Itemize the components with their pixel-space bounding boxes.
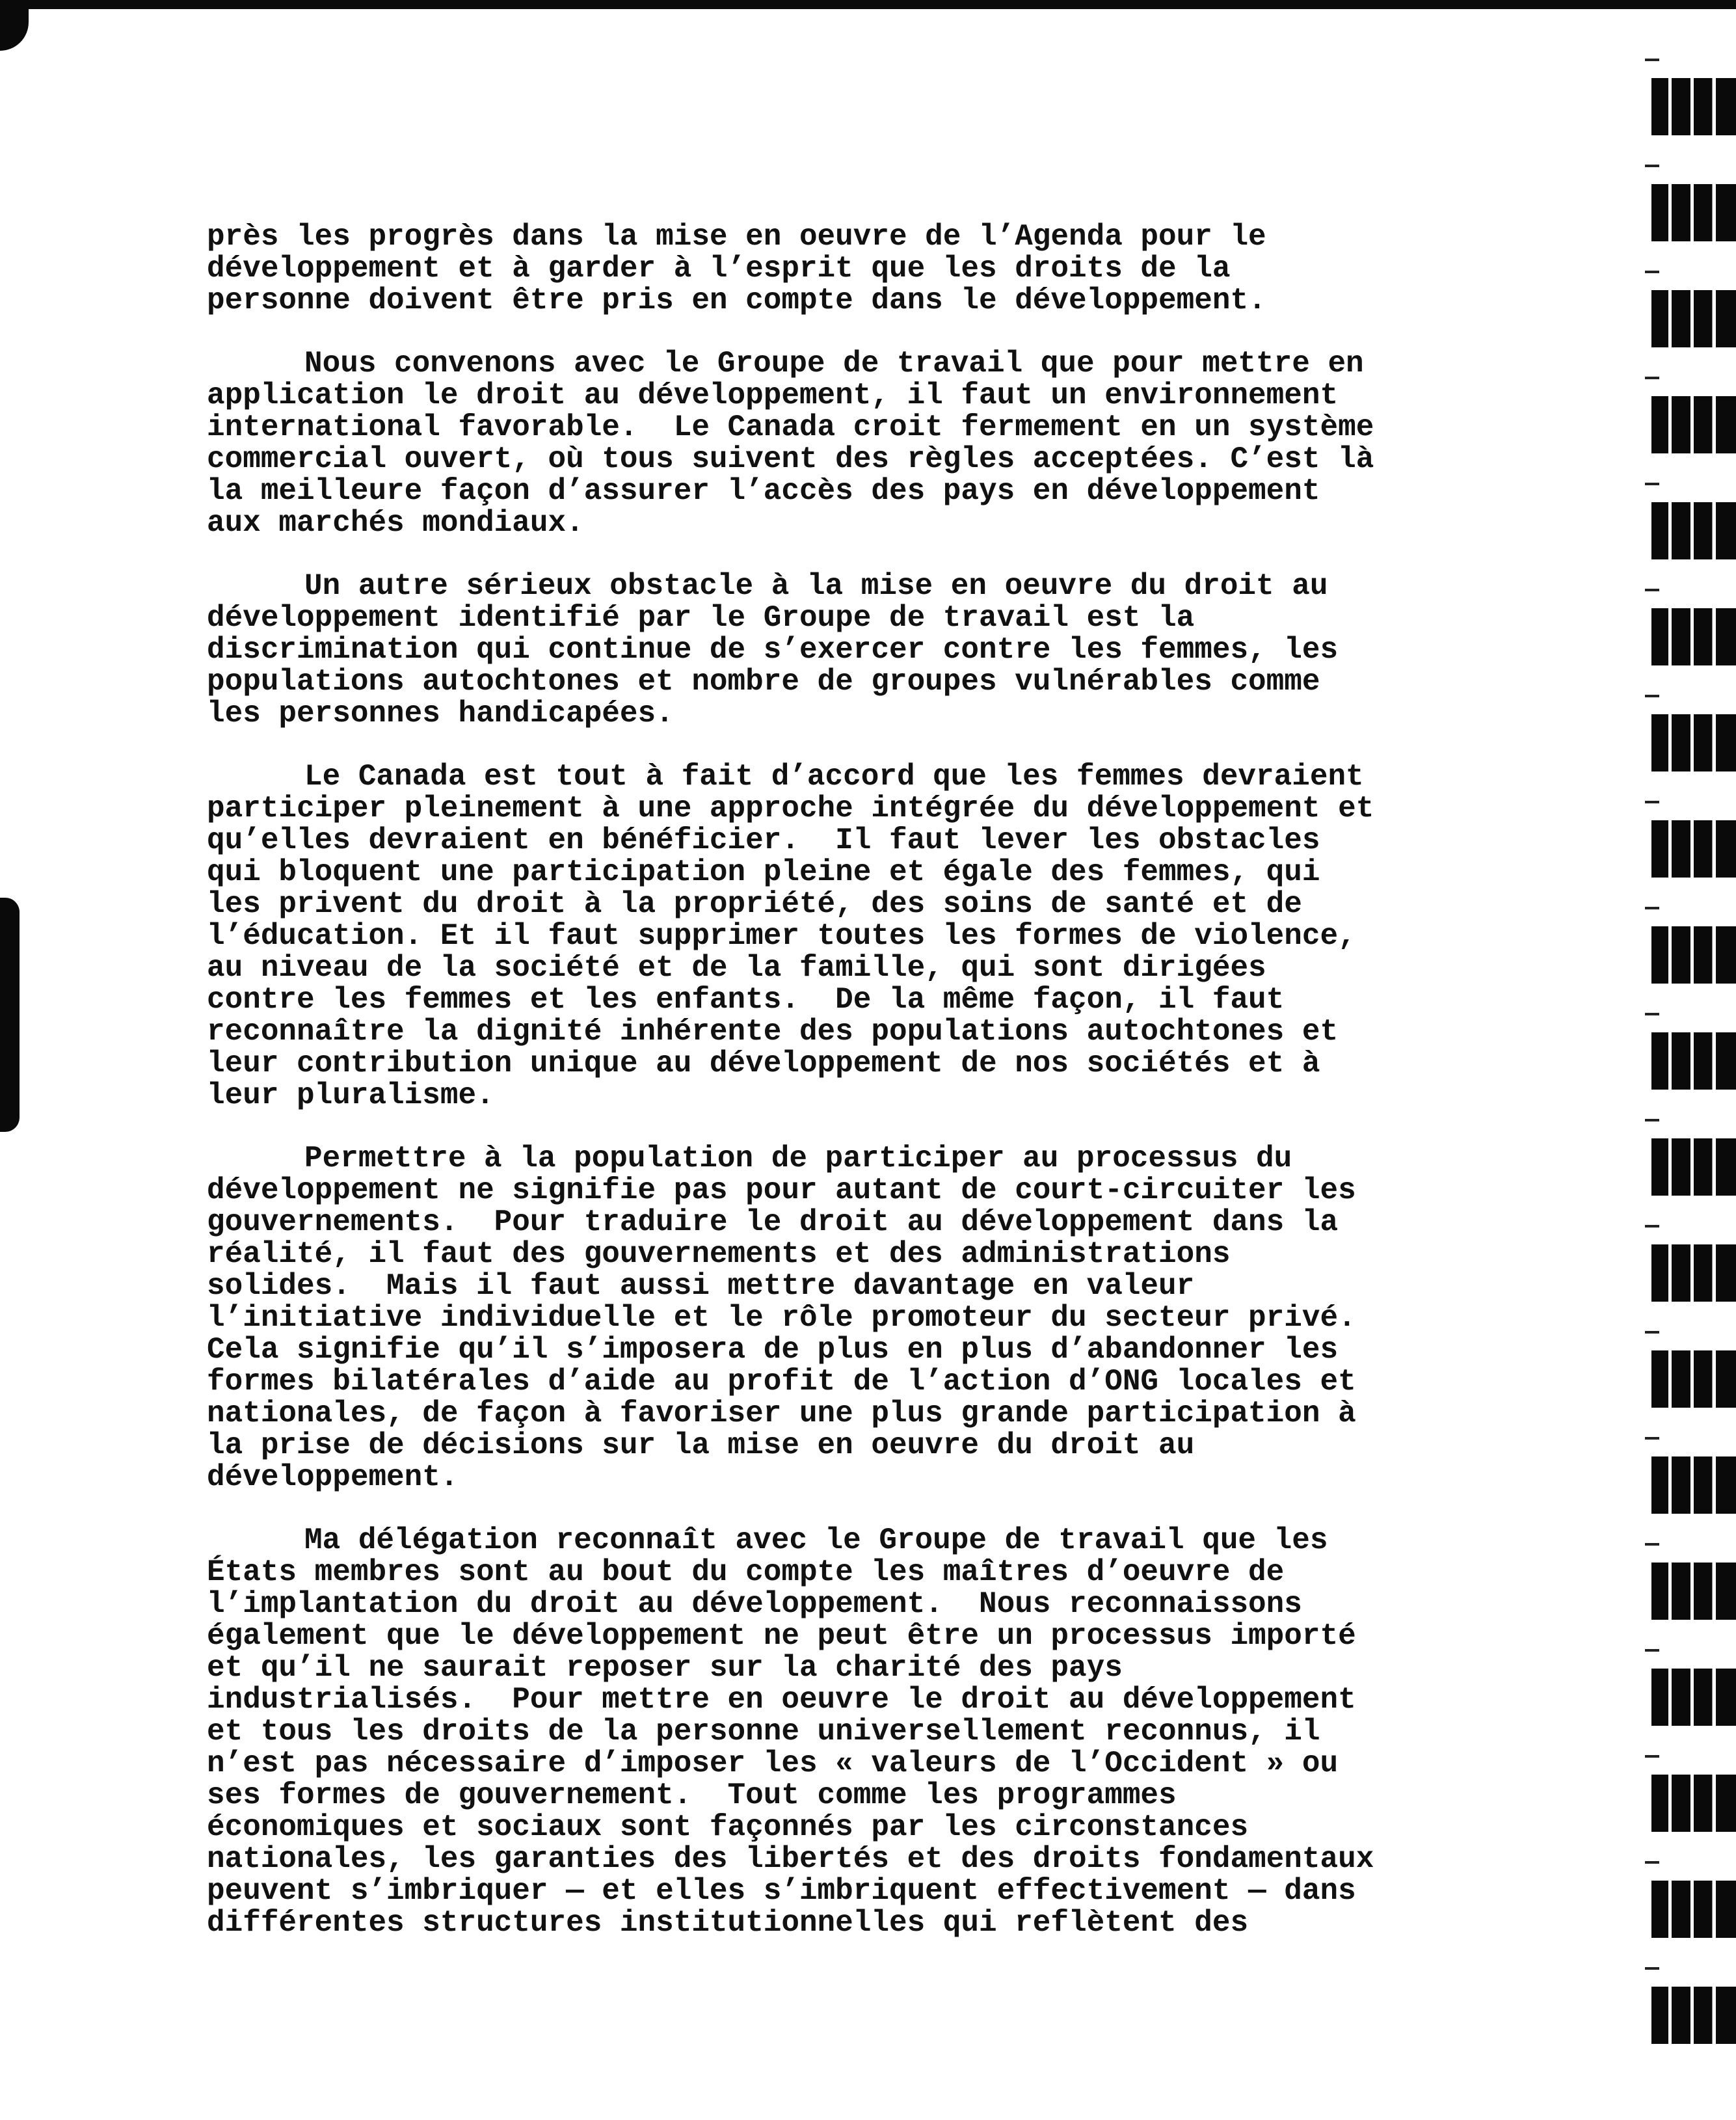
binding-ring-tick bbox=[1645, 907, 1659, 909]
paragraph-line bbox=[207, 570, 1495, 602]
line-text: commercial ouvert, où tous suivent des règles acceptées. C’est là bbox=[207, 442, 1374, 476]
line-text: application le droit au développement, il faut un environnement bbox=[207, 379, 1339, 412]
line-text: la prise de décisions sur la mise en oeuvre du droit au bbox=[207, 1429, 1195, 1462]
binding-ring bbox=[1651, 1669, 1736, 1726]
line-text: participer pleinement à une approche intégrée du développement et bbox=[207, 792, 1374, 825]
paragraph-line bbox=[207, 602, 1495, 634]
spiral-binding bbox=[1645, 0, 1736, 2120]
paragraph-line bbox=[207, 825, 1495, 857]
line-text: industrialisés. Pour mettre en oeuvre le droit au développement bbox=[207, 1683, 1356, 1717]
paragraph-line bbox=[207, 285, 1495, 317]
line-text: économiques et sociaux sont façonnés par les circonstances bbox=[207, 1810, 1249, 1844]
binding-ring-tick bbox=[1645, 483, 1659, 485]
line-text: aux marchés mondiaux. bbox=[207, 506, 584, 540]
line-text: leur pluralisme. bbox=[207, 1079, 494, 1112]
binding-ring-tick bbox=[1645, 589, 1659, 591]
paragraph-line bbox=[207, 793, 1495, 825]
paragraph-line bbox=[207, 1334, 1495, 1366]
binding-ring-tick bbox=[1645, 271, 1659, 273]
paragraph-4 bbox=[207, 761, 1495, 1112]
binding-ring bbox=[1651, 396, 1736, 453]
paragraph-line bbox=[207, 1239, 1495, 1270]
binding-ring-tick bbox=[1645, 1755, 1659, 1758]
paragraph-line bbox=[207, 1366, 1495, 1398]
binding-ring-tick bbox=[1645, 695, 1659, 697]
line-text: Le Canada est tout à fait d’accord que les femmes devraient bbox=[304, 760, 1364, 794]
line-text: reconnaître la dignité inhérente des populations autochtones et bbox=[207, 1015, 1339, 1049]
binding-ring bbox=[1651, 78, 1736, 135]
line-text: qui bloquent une participation pleine et égale des femmes, qui bbox=[207, 855, 1320, 889]
binding-ring bbox=[1651, 1032, 1736, 1090]
paragraph-line bbox=[207, 1016, 1495, 1048]
line-text: États membres sont au bout du compte les maîtres d’oeuvre de bbox=[207, 1555, 1285, 1589]
paragraph-2 bbox=[207, 348, 1495, 539]
paragraph-line bbox=[207, 1907, 1495, 1939]
paragraph-line bbox=[207, 1080, 1495, 1112]
paragraph-line bbox=[207, 1589, 1495, 1620]
binding-ring bbox=[1651, 1881, 1736, 1938]
line-text: développement ne signifie pas pour autant de court-circuiter les bbox=[207, 1174, 1356, 1207]
line-text: international favorable. Le Canada croit fermement en un système bbox=[207, 410, 1374, 444]
paragraph-line bbox=[207, 1716, 1495, 1748]
line-text: la meilleure façon d’assurer l’accès des pays en développement bbox=[207, 474, 1320, 508]
line-text: Nous convenons avec le Groupe de travail que pour mettre en bbox=[304, 347, 1364, 381]
binding-ring-tick bbox=[1645, 1331, 1659, 1334]
binding-ring-tick bbox=[1645, 1861, 1659, 1864]
binding-ring-tick bbox=[1645, 1119, 1659, 1121]
binding-ring-tick bbox=[1645, 801, 1659, 803]
line-text: également que le développement ne peut être un processus importé bbox=[207, 1619, 1356, 1653]
paragraph-line bbox=[207, 1780, 1495, 1812]
line-text: les personnes handicapées. bbox=[207, 697, 674, 731]
paragraph-line bbox=[207, 221, 1495, 253]
paragraph-1 bbox=[207, 221, 1495, 317]
binding-ring-tick bbox=[1645, 1013, 1659, 1015]
paragraph-line bbox=[207, 507, 1495, 539]
line-text: différentes structures institutionnelles qui reflètent des bbox=[207, 1906, 1249, 1940]
paragraph-line bbox=[207, 889, 1495, 920]
paragraph-line bbox=[207, 1844, 1495, 1875]
line-text: développement et à garder à l’esprit que les droits de la bbox=[207, 252, 1231, 286]
binding-ring bbox=[1651, 1456, 1736, 1514]
binding-ring bbox=[1651, 290, 1736, 347]
line-text: développement. bbox=[207, 1460, 459, 1494]
binding-ring bbox=[1651, 1987, 1736, 2044]
paragraph-line bbox=[207, 698, 1495, 730]
scan-punch-tab bbox=[0, 898, 20, 1132]
binding-ring bbox=[1651, 1244, 1736, 1302]
line-text: l’initiative individuelle et le rôle promoteur du secteur privé. bbox=[207, 1301, 1356, 1335]
binding-ring-tick bbox=[1645, 1543, 1659, 1546]
line-text: personne doivent être pris en compte dans le développement. bbox=[207, 284, 1266, 317]
paragraph-line bbox=[207, 380, 1495, 412]
binding-ring-tick bbox=[1645, 1967, 1659, 1970]
line-text: réalité, il faut des gouvernements et des administrations bbox=[207, 1237, 1231, 1271]
paragraph-line bbox=[207, 1143, 1495, 1175]
binding-ring bbox=[1651, 502, 1736, 559]
paragraph-line bbox=[207, 952, 1495, 984]
paragraph-line bbox=[207, 761, 1495, 793]
paragraph-line bbox=[207, 984, 1495, 1016]
line-text: les privent du droit à la propriété, des soins de santé et de bbox=[207, 887, 1302, 921]
binding-ring bbox=[1651, 1350, 1736, 1408]
line-text: au niveau de la société et de la famille, qui sont dirigées bbox=[207, 951, 1266, 985]
line-text: formes bilatérales d’aide au profit de l’action d’ONG locales et bbox=[207, 1365, 1356, 1399]
paragraph-line bbox=[207, 920, 1495, 952]
line-text: peuvent s’imbriquer — et elles s’imbriquent effectivement — dans bbox=[207, 1874, 1356, 1908]
paragraph-line bbox=[207, 1175, 1495, 1207]
line-text: Cela signifie qu’il s’imposera de plus en plus d’abandonner les bbox=[207, 1333, 1339, 1367]
binding-ring bbox=[1651, 820, 1736, 878]
paragraph-line bbox=[207, 1048, 1495, 1080]
line-text: ses formes de gouvernement. Tout comme les programmes bbox=[207, 1778, 1177, 1812]
paragraph-line bbox=[207, 1748, 1495, 1780]
line-text: et tous les droits de la personne universellement reconnus, il bbox=[207, 1715, 1320, 1749]
paragraph-line bbox=[207, 1525, 1495, 1557]
paragraph-6 bbox=[207, 1525, 1495, 1939]
binding-ring-tick bbox=[1645, 1649, 1659, 1652]
paragraph-line bbox=[207, 1557, 1495, 1589]
paragraph-line bbox=[207, 1207, 1495, 1239]
binding-ring-tick bbox=[1645, 1225, 1659, 1228]
line-text: Permettre à la population de participer au processus du bbox=[304, 1142, 1292, 1175]
paragraph-line bbox=[207, 1270, 1495, 1302]
paragraph-line bbox=[207, 476, 1495, 507]
paragraph-line bbox=[207, 634, 1495, 666]
binding-ring bbox=[1651, 608, 1736, 665]
binding-ring-tick bbox=[1645, 59, 1659, 61]
paragraph-line bbox=[207, 1430, 1495, 1462]
line-text: gouvernements. Pour traduire le droit au développement dans la bbox=[207, 1205, 1339, 1239]
paragraph-line bbox=[207, 1462, 1495, 1494]
paragraph-line bbox=[207, 1684, 1495, 1716]
binding-ring bbox=[1651, 926, 1736, 984]
line-text: qu’elles devraient en bénéficier. Il faut lever les obstacles bbox=[207, 824, 1320, 857]
line-text: nationales, les garanties des libertés et des droits fondamentaux bbox=[207, 1842, 1374, 1876]
binding-ring bbox=[1651, 1563, 1736, 1620]
binding-ring bbox=[1651, 714, 1736, 772]
paragraph-line bbox=[207, 348, 1495, 380]
paragraph-line bbox=[207, 253, 1495, 285]
line-text: l’éducation. Et il faut supprimer toutes les formes de violence, bbox=[207, 919, 1356, 953]
paragraph-line bbox=[207, 857, 1495, 889]
line-text: solides. Mais il faut aussi mettre davantage en valeur bbox=[207, 1269, 1195, 1303]
binding-ring bbox=[1651, 1775, 1736, 1832]
paragraph-line bbox=[207, 666, 1495, 698]
line-text: développement identifié par le Groupe de travail est la bbox=[207, 601, 1195, 635]
paragraph-line bbox=[207, 1812, 1495, 1844]
binding-ring-tick bbox=[1645, 1437, 1659, 1440]
line-text: Un autre sérieux obstacle à la mise en oeuvre du droit au bbox=[304, 569, 1328, 603]
paragraph-line bbox=[207, 1652, 1495, 1684]
paragraph-line bbox=[207, 444, 1495, 476]
binding-ring-tick bbox=[1645, 377, 1659, 379]
paragraph-line bbox=[207, 1398, 1495, 1430]
paragraph-line bbox=[207, 1620, 1495, 1652]
line-text: et qu’il ne saurait reposer sur la charité des pays bbox=[207, 1651, 1123, 1685]
line-text: Ma délégation reconnaît avec le Groupe de travail que les bbox=[304, 1523, 1328, 1557]
binding-ring bbox=[1651, 1138, 1736, 1196]
binding-ring bbox=[1651, 184, 1736, 241]
paragraph-line bbox=[207, 412, 1495, 444]
line-text: n’est pas nécessaire d’imposer les « valeurs de l’Occident » ou bbox=[207, 1747, 1339, 1780]
paragraph-3 bbox=[207, 570, 1495, 730]
document-body bbox=[207, 221, 1495, 1970]
line-text: populations autochtones et nombre de groupes vulnérables comme bbox=[207, 665, 1320, 699]
paragraph-line bbox=[207, 1875, 1495, 1907]
paragraph-5 bbox=[207, 1143, 1495, 1494]
line-text: l’implantation du droit au développement. Nous reconnaissons bbox=[207, 1587, 1302, 1621]
line-text: leur contribution unique au développement de nos sociétés et à bbox=[207, 1047, 1320, 1080]
scan-corner-mark bbox=[0, 0, 29, 51]
line-text: nationales, de façon à favoriser une plus grande participation à bbox=[207, 1397, 1356, 1430]
paragraph-line bbox=[207, 1302, 1495, 1334]
line-text: contre les femmes et les enfants. De la même façon, il faut bbox=[207, 983, 1285, 1017]
line-text: discrimination qui continue de s’exercer contre les femmes, les bbox=[207, 633, 1339, 667]
binding-ring-tick bbox=[1645, 165, 1659, 167]
line-text: près les progrès dans la mise en oeuvre de l’Agenda pour le bbox=[207, 220, 1266, 254]
scan-top-edge bbox=[0, 0, 1736, 9]
